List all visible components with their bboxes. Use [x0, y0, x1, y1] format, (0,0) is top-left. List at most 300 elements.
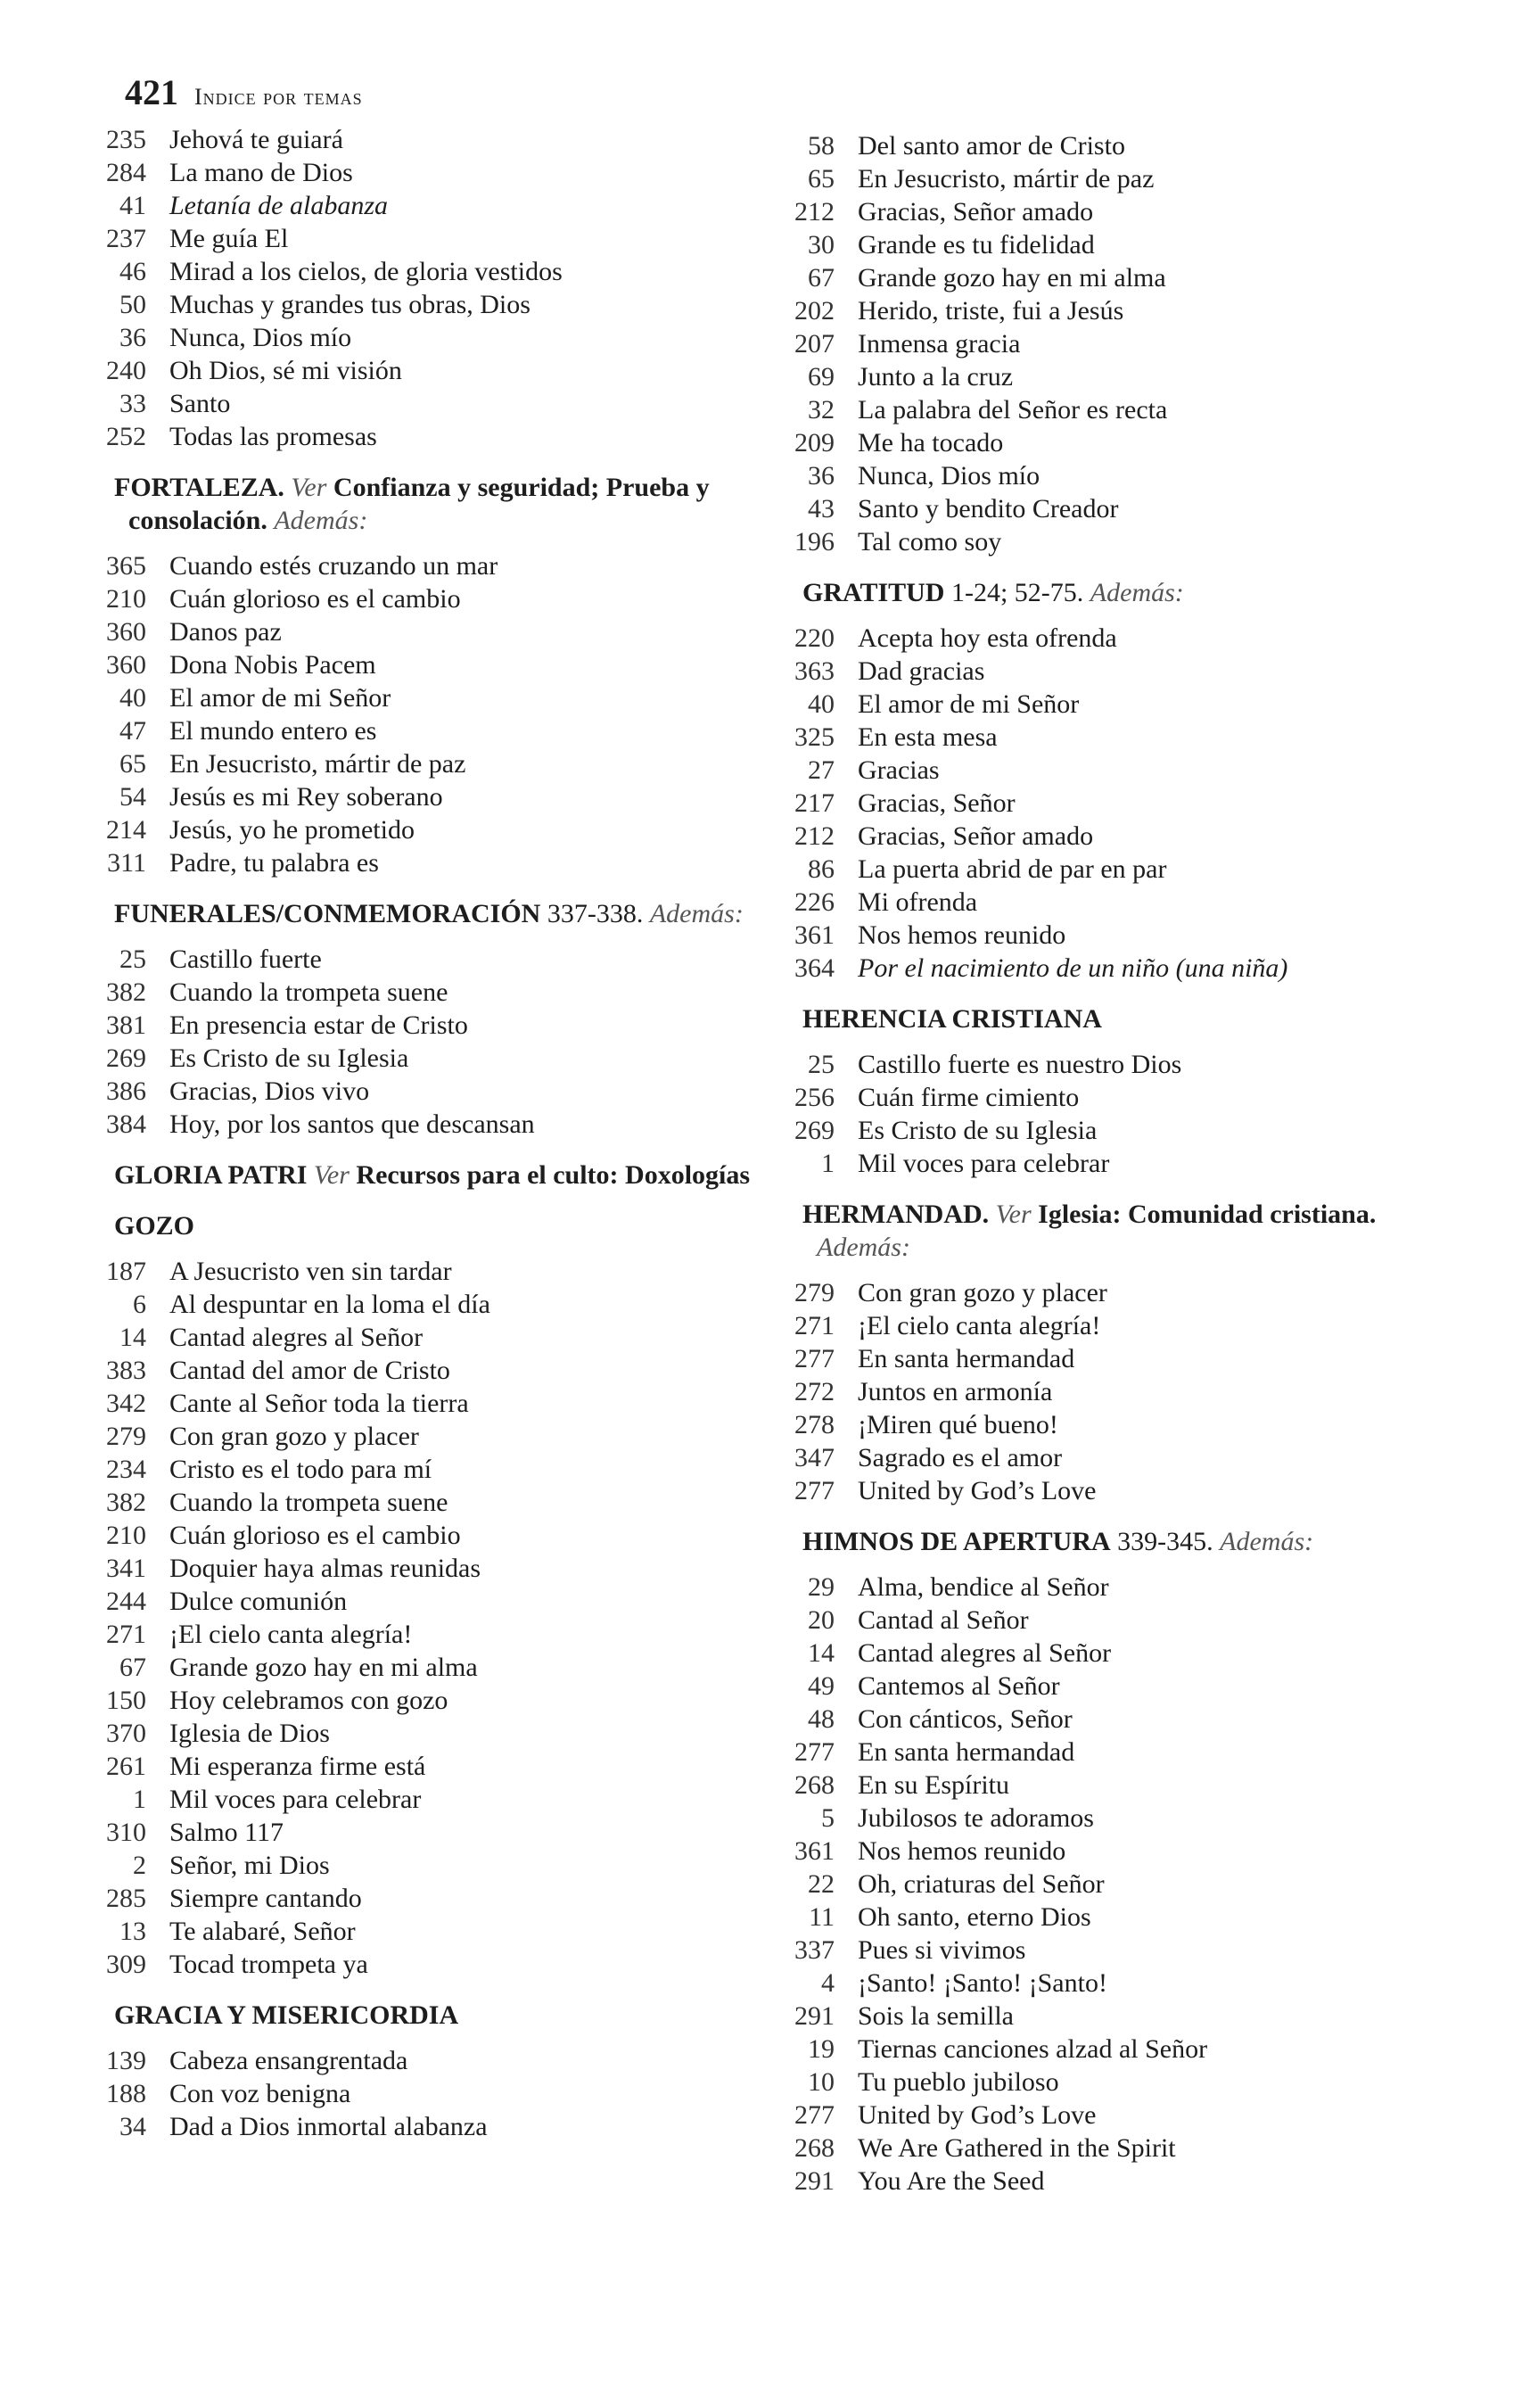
list-item: [100, 681, 760, 714]
hymn-number: 86: [808, 854, 835, 884]
list-item: [788, 129, 1448, 162]
section-heading: [802, 1525, 1448, 1558]
list-item: [100, 1108, 760, 1141]
hymn-number: 309: [106, 1950, 146, 1979]
hymn-number: 25: [119, 944, 146, 974]
list-item: [788, 1147, 1448, 1180]
list-item: [788, 1868, 1448, 1901]
hymn-number: 49: [808, 1671, 835, 1701]
hymn-number: 65: [119, 749, 146, 779]
hymn-title: Por el nacimiento de un niño (una niña): [858, 953, 1288, 983]
hymn-title: Es Cristo de su Iglesia: [858, 1116, 1098, 1145]
hymn-title: Cantad alegres al Señor: [169, 1323, 424, 1352]
index-section: [788, 576, 1448, 985]
page-header: [125, 71, 363, 113]
hymn-title: Hoy, por los santos que descansan: [169, 1109, 535, 1139]
list-item: [100, 156, 760, 189]
list-item: [100, 1486, 760, 1519]
list-item: [788, 952, 1448, 985]
hymn-title: Grande gozo hay en mi alma: [858, 263, 1166, 293]
entry-list: [100, 123, 760, 453]
section-heading: [114, 1209, 760, 1242]
hymn-title: Padre, tu palabra es: [169, 848, 379, 878]
hymn-title: Gracias: [858, 755, 940, 785]
list-item: [788, 919, 1448, 952]
list-item: [100, 1717, 760, 1750]
hymn-number: 277: [794, 1344, 835, 1373]
list-item: [788, 459, 1448, 492]
list-item: [788, 2000, 1448, 2033]
hymn-number: 382: [106, 977, 146, 1007]
list-item: [788, 787, 1448, 820]
hymn-title: Tocad trompeta ya: [169, 1950, 368, 1979]
list-item: [788, 820, 1448, 853]
hymn-number: 13: [119, 1917, 146, 1946]
hymn-title: En santa hermandad: [858, 1737, 1075, 1767]
list-item: [100, 1420, 760, 1453]
hymn-number: 277: [794, 1476, 835, 1505]
hymn-number: 360: [106, 617, 146, 647]
hymn-number: 226: [794, 887, 835, 917]
hymn-title: Danos paz: [169, 617, 282, 647]
hymn-title: Castillo fuerte es nuestro Dios: [858, 1050, 1182, 1079]
hymn-number: 347: [794, 1443, 835, 1472]
list-item: [788, 886, 1448, 919]
hymn-title: You Are the Seed: [858, 2166, 1045, 2196]
hymn-number: 277: [794, 2100, 835, 2130]
hymn-title: Gracias, Señor: [858, 788, 1016, 818]
list-item: [100, 1321, 760, 1354]
hymn-number: 279: [106, 1422, 146, 1451]
list-item: [788, 1408, 1448, 1441]
hymn-title: Oh santo, eterno Dios: [858, 1902, 1091, 1932]
hymn-number: 279: [794, 1278, 835, 1307]
hymn-number: 27: [808, 755, 835, 785]
list-item: [788, 195, 1448, 228]
list-item: [100, 549, 760, 582]
list-item: [788, 1934, 1448, 1967]
hymn-title: Muchas y grandes tus obras, Dios: [169, 290, 530, 319]
entry-list: [100, 2044, 760, 2143]
hymn-number: 54: [119, 782, 146, 812]
list-item: [788, 228, 1448, 261]
hymn-title: Con gran gozo y placer: [858, 1278, 1107, 1307]
hymn-number: 50: [119, 290, 146, 319]
hymn-number: 14: [808, 1638, 835, 1668]
hymn-number: 212: [794, 197, 835, 227]
hymn-number: 5: [821, 1803, 835, 1833]
hymn-number: 240: [106, 356, 146, 385]
list-item: [100, 813, 760, 846]
list-item: [100, 1354, 760, 1387]
list-item: [100, 1684, 760, 1717]
section-heading: [802, 1198, 1448, 1264]
hymn-title: Herido, triste, fui a Jesús: [858, 296, 1124, 326]
hymn-title: El amor de mi Señor: [858, 689, 1080, 719]
list-item: [788, 1670, 1448, 1703]
list-item: [788, 261, 1448, 294]
hymn-title: La palabra del Señor es recta: [858, 395, 1168, 425]
hymn-title: Es Cristo de su Iglesia: [169, 1043, 409, 1073]
list-item: [100, 255, 760, 288]
hymn-number: 25: [808, 1050, 835, 1079]
hymn-number: 341: [106, 1554, 146, 1583]
list-item: [788, 1114, 1448, 1147]
list-item: [788, 360, 1448, 393]
running-title: Indice por temas: [194, 84, 363, 110]
hymn-title: Dad gracias: [858, 656, 985, 686]
hymn-title: ¡Santo! ¡Santo! ¡Santo!: [858, 1968, 1107, 1998]
hymn-number: 360: [106, 650, 146, 680]
hymn-title: We Are Gathered in the Spirit: [858, 2133, 1176, 2163]
hymn-number: 1: [133, 1785, 146, 1814]
heading-topic: HIMNOS DE APERTURA: [802, 1527, 1111, 1556]
index-section: [788, 1525, 1448, 2198]
hymn-number: 48: [808, 1704, 835, 1734]
hymn-number: 58: [808, 131, 835, 161]
hymn-title: Mil voces para celebrar: [169, 1785, 422, 1814]
heading-see-target: Confianza y seguridad; Prueba y consolación.: [128, 473, 710, 535]
hymn-number: 65: [808, 164, 835, 194]
hymn-title: Todas las promesas: [169, 422, 377, 451]
hymn-title: Alma, bendice al Señor: [858, 1572, 1109, 1602]
list-item: [100, 2044, 760, 2077]
list-item: [100, 189, 760, 222]
hymn-title: United by God’s Love: [858, 2100, 1097, 2130]
list-item: [100, 943, 760, 976]
list-item: [788, 1736, 1448, 1769]
list-item: [100, 1651, 760, 1684]
hymn-number: 272: [794, 1377, 835, 1406]
hymn-title: En santa hermandad: [858, 1344, 1075, 1373]
entry-list: [100, 1255, 760, 1981]
hymn-title: Cantad al Señor: [858, 1605, 1029, 1635]
hymn-number: 10: [808, 2067, 835, 2097]
hymn-number: 310: [106, 1818, 146, 1847]
hymn-title: Inmensa gracia: [858, 329, 1021, 359]
hymn-number: 1: [821, 1149, 835, 1178]
list-item: [100, 1948, 760, 1981]
heading-range: 339-345.: [1117, 1527, 1213, 1556]
hymn-title: Juntos en armonía: [858, 1377, 1053, 1406]
hymn-number: 271: [794, 1311, 835, 1340]
hymn-title: ¡El cielo canta alegría!: [858, 1311, 1101, 1340]
hymn-title: Santo y bendito Creador: [858, 494, 1119, 524]
list-item: [100, 1585, 760, 1618]
list-item: [788, 1081, 1448, 1114]
list-item: [100, 123, 760, 156]
hymn-title: Grande es tu fidelidad: [858, 230, 1095, 260]
hymn-title: Iglesia de Dios: [169, 1719, 330, 1748]
hymn-number: 202: [794, 296, 835, 326]
hymn-number: 20: [808, 1605, 835, 1635]
heading-range: 337-338.: [547, 899, 644, 928]
list-item: [788, 2033, 1448, 2066]
list-item: [788, 525, 1448, 558]
right-column: [788, 129, 1448, 2215]
list-item: [100, 1042, 760, 1075]
hymn-number: 237: [106, 224, 146, 253]
hymn-title: Siempre cantando: [169, 1884, 362, 1913]
list-item: [100, 1552, 760, 1585]
hymn-number: 220: [794, 623, 835, 653]
list-item: [788, 1309, 1448, 1342]
index-section: [100, 1999, 760, 2143]
hymn-title: Hoy celebramos con gozo: [169, 1686, 448, 1715]
list-item: [788, 2132, 1448, 2165]
list-item: [788, 1276, 1448, 1309]
index-section: [788, 1002, 1448, 1180]
hymn-title: Gracias, Señor amado: [858, 197, 1094, 227]
hymn-number: 278: [794, 1410, 835, 1439]
list-item: [100, 976, 760, 1009]
hymn-number: 384: [106, 1109, 146, 1139]
hymn-number: 277: [794, 1737, 835, 1767]
list-item: [100, 1882, 760, 1915]
hymn-number: 69: [808, 362, 835, 392]
hymn-number: 40: [808, 689, 835, 719]
list-item: [100, 354, 760, 387]
heading-see-label: Ver: [313, 1160, 350, 1190]
hymn-number: 196: [794, 527, 835, 557]
list-item: [100, 714, 760, 747]
hymn-number: 268: [794, 2133, 835, 2163]
section-heading: [802, 576, 1448, 609]
list-item: [100, 288, 760, 321]
hymn-number: 291: [794, 2166, 835, 2196]
heading-topic: FORTALEZA.: [114, 473, 284, 502]
list-item: [788, 393, 1448, 426]
hymn-title: Oh Dios, sé mi visión: [169, 356, 402, 385]
heading-see-label: Ver: [995, 1200, 1032, 1229]
hymn-title: Nunca, Dios mío: [858, 461, 1040, 491]
list-item: [100, 1288, 760, 1321]
hymn-number: 370: [106, 1719, 146, 1748]
heading-topic: GRACIA Y MISERICORDIA: [114, 2000, 459, 2030]
hymn-title: A Jesucristo ven sin tardar: [169, 1257, 452, 1286]
hymn-number: 34: [119, 2112, 146, 2141]
list-item: [100, 1255, 760, 1288]
hymn-title: Oh, criaturas del Señor: [858, 1869, 1105, 1899]
list-item: [100, 1849, 760, 1882]
hymn-title: En Jesucristo, mártir de paz: [169, 749, 466, 779]
list-item: [788, 1802, 1448, 1835]
index-section: [100, 1159, 760, 1192]
hymn-title: Jesús es mi Rey soberano: [169, 782, 443, 812]
list-item: [100, 222, 760, 255]
hymn-title: Doquier haya almas reunidas: [169, 1554, 481, 1583]
entry-list: [788, 1571, 1448, 2198]
list-item: [788, 721, 1448, 754]
hymn-title: Con cánticos, Señor: [858, 1704, 1073, 1734]
hymn-title: United by God’s Love: [858, 1476, 1097, 1505]
hymn-title: Sagrado es el amor: [858, 1443, 1063, 1472]
hymn-title: Junto a la cruz: [858, 362, 1014, 392]
hymn-number: 261: [106, 1752, 146, 1781]
list-item: [788, 622, 1448, 655]
hymn-number: 209: [794, 428, 835, 458]
hymn-title: Acepta hoy esta ofrenda: [858, 623, 1117, 653]
index-section: [788, 1198, 1448, 1507]
hymn-number: 47: [119, 716, 146, 746]
list-item: [100, 1453, 760, 1486]
hymn-number: 291: [794, 2001, 835, 2031]
heading-also-label: Además:: [1090, 578, 1184, 607]
hymn-number: 212: [794, 821, 835, 851]
hymn-title: Señor, mi Dios: [169, 1851, 330, 1880]
hymn-number: 382: [106, 1488, 146, 1517]
hymn-number: 210: [106, 584, 146, 614]
list-item: [788, 1474, 1448, 1507]
hymn-title: Mi esperanza firme está: [169, 1752, 426, 1781]
hymn-number: 11: [809, 1902, 835, 1932]
hymn-title: Salmo 117: [169, 1818, 284, 1847]
heading-also-label: Además:: [817, 1233, 910, 1262]
hymn-number: 269: [794, 1116, 835, 1145]
hymn-number: 32: [808, 395, 835, 425]
hymn-number: 337: [794, 1935, 835, 1965]
hymn-number: 36: [808, 461, 835, 491]
list-item: [100, 1009, 760, 1042]
hymn-title: Tiernas canciones alzad al Señor: [858, 2034, 1208, 2064]
heading-range: 1-24; 52-75.: [950, 578, 1084, 607]
hymn-title: Letanía de alabanza: [169, 191, 388, 220]
hymn-title: Del santo amor de Cristo: [858, 131, 1125, 161]
heading-topic: HERENCIA CRISTIANA: [802, 1004, 1102, 1034]
hymn-title: Jehová te guiará: [169, 125, 343, 154]
list-item: [788, 2099, 1448, 2132]
hymn-number: 207: [794, 329, 835, 359]
hymn-number: 363: [794, 656, 835, 686]
list-item: [788, 655, 1448, 688]
heading-topic: GRATITUD: [802, 578, 945, 607]
hymn-number: 217: [794, 788, 835, 818]
hymn-number: 67: [119, 1653, 146, 1682]
list-item: [100, 648, 760, 681]
hymn-number: 365: [106, 551, 146, 581]
hymn-title: En esta mesa: [858, 722, 998, 752]
list-item: [788, 1967, 1448, 2000]
hymn-title: Gracias, Señor amado: [858, 821, 1094, 851]
list-item: [788, 688, 1448, 721]
heading-also-label: Además:: [274, 506, 368, 535]
index-section: [100, 897, 760, 1141]
hymn-number: 361: [794, 920, 835, 950]
hymn-number: 234: [106, 1455, 146, 1484]
list-item: [100, 747, 760, 780]
hymn-title: Jubilosos te adoramos: [858, 1803, 1094, 1833]
hymn-title: Dulce comunión: [169, 1587, 348, 1616]
hymn-title: Cuando la trompeta suene: [169, 1488, 448, 1517]
hymn-title: Gracias, Dios vivo: [169, 1076, 370, 1106]
hymn-number: 364: [794, 953, 835, 983]
hymn-title: La puerta abrid de par en par: [858, 854, 1167, 884]
list-item: [788, 426, 1448, 459]
hymn-number: 214: [106, 815, 146, 845]
index-section: [788, 129, 1448, 558]
hymn-title: Cantad alegres al Señor: [858, 1638, 1112, 1668]
hymn-number: 29: [808, 1572, 835, 1602]
list-item: [788, 754, 1448, 787]
list-item: [100, 1075, 760, 1108]
list-item: [788, 492, 1448, 525]
hymn-title: Te alabaré, Señor: [169, 1917, 356, 1946]
hymn-title: En su Espíritu: [858, 1770, 1009, 1800]
hymn-number: 268: [794, 1770, 835, 1800]
hymn-number: 269: [106, 1043, 146, 1073]
hymn-number: 386: [106, 1076, 146, 1106]
list-item: [100, 1387, 760, 1420]
hymn-number: 235: [106, 125, 146, 154]
hymn-title: Mil voces para celebrar: [858, 1149, 1110, 1178]
list-item: [788, 1604, 1448, 1637]
list-item: [100, 420, 760, 453]
hymn-number: 2: [133, 1851, 146, 1880]
hymn-title: Mi ofrenda: [858, 887, 978, 917]
hymn-title: Me guía El: [169, 224, 289, 253]
list-item: [788, 2165, 1448, 2198]
hymn-title: Cuán glorioso es el cambio: [169, 584, 461, 614]
list-item: [788, 1703, 1448, 1736]
hymn-title: El mundo entero es: [169, 716, 377, 746]
hymn-number: 311: [107, 848, 146, 878]
hymn-title: Nos hemos reunido: [858, 920, 1066, 950]
hymn-number: 43: [808, 494, 835, 524]
hymn-title: Castillo fuerte: [169, 944, 322, 974]
hymn-number: 187: [106, 1257, 146, 1286]
hymn-title: Cantemos al Señor: [858, 1671, 1060, 1701]
list-item: [788, 1571, 1448, 1604]
index-section: [100, 471, 760, 879]
hymn-number: 325: [794, 722, 835, 752]
hymn-number: 256: [794, 1083, 835, 1112]
hymn-number: 284: [106, 158, 146, 187]
entry-list: [788, 129, 1448, 558]
list-item: [100, 1816, 760, 1849]
heading-see-target: Recursos para el culto: Doxologías: [356, 1160, 751, 1190]
hymn-number: 67: [808, 263, 835, 293]
page-number: 421: [125, 72, 178, 112]
hymn-number: 6: [133, 1290, 146, 1319]
hymn-number: 361: [794, 1836, 835, 1866]
heading-see-target: Iglesia: Comunidad cristiana.: [1038, 1200, 1377, 1229]
entry-list: [100, 943, 760, 1141]
hymn-title: Cuando la trompeta suene: [169, 977, 448, 1007]
entry-list: [788, 1048, 1448, 1180]
section-heading: [114, 897, 760, 930]
hymn-title: Cante al Señor toda la tierra: [169, 1389, 469, 1418]
list-item: [788, 1048, 1448, 1081]
hymn-title: Tu pueblo jubiloso: [858, 2067, 1059, 2097]
hymn-title: Nunca, Dios mío: [169, 323, 352, 352]
hymn-title: Sois la semilla: [858, 2001, 1014, 2031]
hymn-number: 139: [106, 2046, 146, 2075]
hymn-title: Con gran gozo y placer: [169, 1422, 419, 1451]
list-item: [788, 327, 1448, 360]
hymn-number: 150: [106, 1686, 146, 1715]
hymn-title: Con voz benigna: [169, 2079, 351, 2108]
list-item: [788, 2066, 1448, 2099]
entry-list: [788, 1276, 1448, 1507]
heading-topic: GLORIA PATRI: [114, 1160, 308, 1190]
list-item: [100, 1519, 760, 1552]
hymn-number: 210: [106, 1521, 146, 1550]
hymn-title: ¡Miren qué bueno!: [858, 1410, 1058, 1439]
hymn-title: Pues si vivimos: [858, 1935, 1026, 1965]
list-item: [100, 582, 760, 615]
hymn-number: 4: [821, 1968, 835, 1998]
hymn-title: Cabeza ensangrentada: [169, 2046, 408, 2075]
